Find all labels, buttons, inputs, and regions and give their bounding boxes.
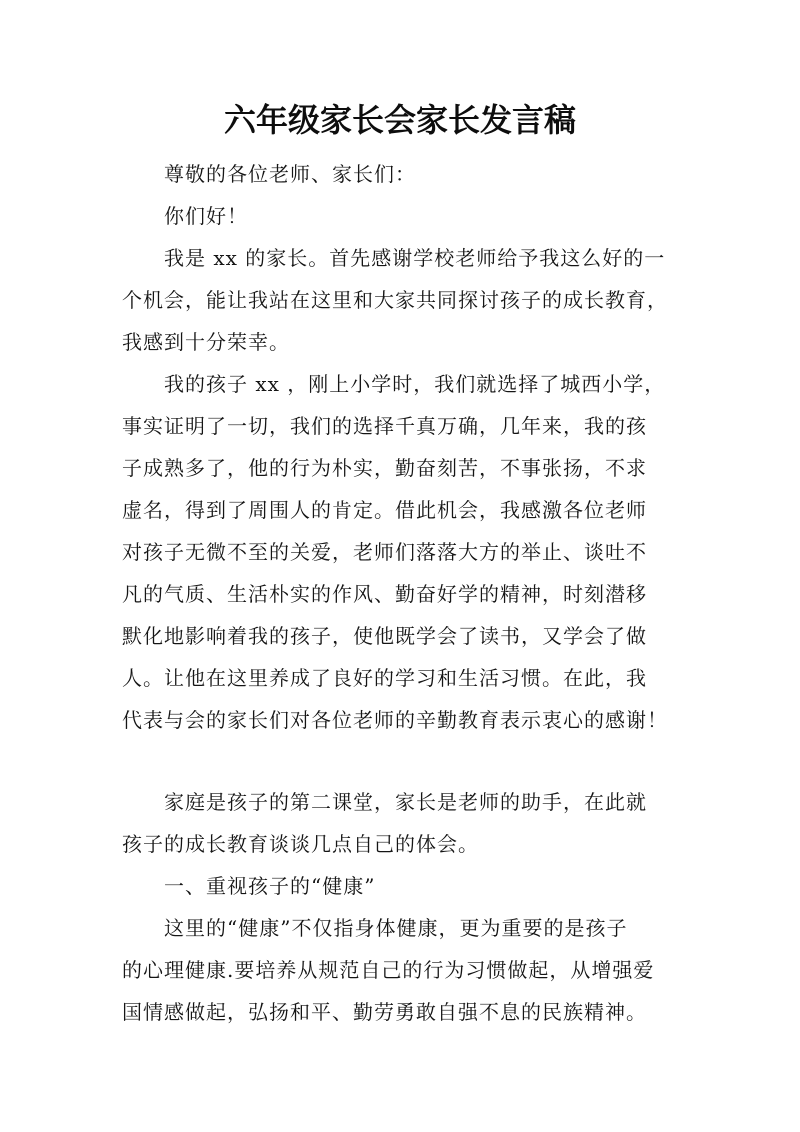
paragraph-line: 国情感做起，弘扬和平、勤劳勇敢自强不息的民族精神。 [122, 1000, 647, 1024]
paragraph-line: 凡的气质、生活朴实的作风、勤奋好学的精神，时刻潜移 [122, 582, 647, 606]
paragraph-line: 我的孩子 xx ，刚上小学时，我们就选择了城西小学， [164, 372, 666, 396]
paragraph-line: 事实证明了一切，我们的选择千真万确，几年来，我的孩 [122, 414, 647, 438]
paragraph-line: 这里的“健康”不仅指身体健康，更为重要的是孩子 [164, 916, 628, 940]
paragraph-line: 我是 xx 的家长。首先感谢学校老师给予我这么好的一 [164, 246, 666, 270]
paragraph-line: 的心理健康.要培养从规范自己的行为习惯做起，从增强爱 [122, 958, 655, 982]
paragraph-line: 子成熟多了，他的行为朴实，勤奋刻苦，不事张扬，不求 [122, 456, 647, 480]
paragraph-line: 人。让他在这里养成了良好的学习和生活习惯。在此，我 [122, 666, 647, 690]
paragraph-line: 你们好！ [164, 204, 248, 228]
paragraph-line: 虚名，得到了周围人的肯定。借此机会，我感激各位老师 [122, 498, 647, 522]
document-title: 六年级家长会家长发言稿 [223, 101, 576, 139]
paragraph-line: 默化地影响着我的孩子，使他既学会了读书，又学会了做 [122, 624, 647, 648]
paragraph-line: 孩子的成长教育谈谈几点自己的体会。 [122, 832, 479, 856]
paragraph-line: 我感到十分荣幸。 [122, 330, 290, 354]
paragraph-line: 个机会，能让我站在这里和大家共同探讨孩子的成长教育， [122, 288, 668, 312]
paragraph-line: 尊敬的各位老师、家长们： [164, 162, 416, 186]
paragraph-line: 家庭是孩子的第二课堂，家长是老师的助手，在此就 [164, 790, 647, 814]
paragraph-line: 对孩子无微不至的关爱，老师们落落大方的举止、谈吐不 [122, 540, 647, 564]
section-heading: 一、重视孩子的“健康” [164, 874, 376, 898]
paragraph-line: 代表与会的家长们对各位老师的辛勤教育表示衷心的感谢！ [122, 708, 668, 732]
